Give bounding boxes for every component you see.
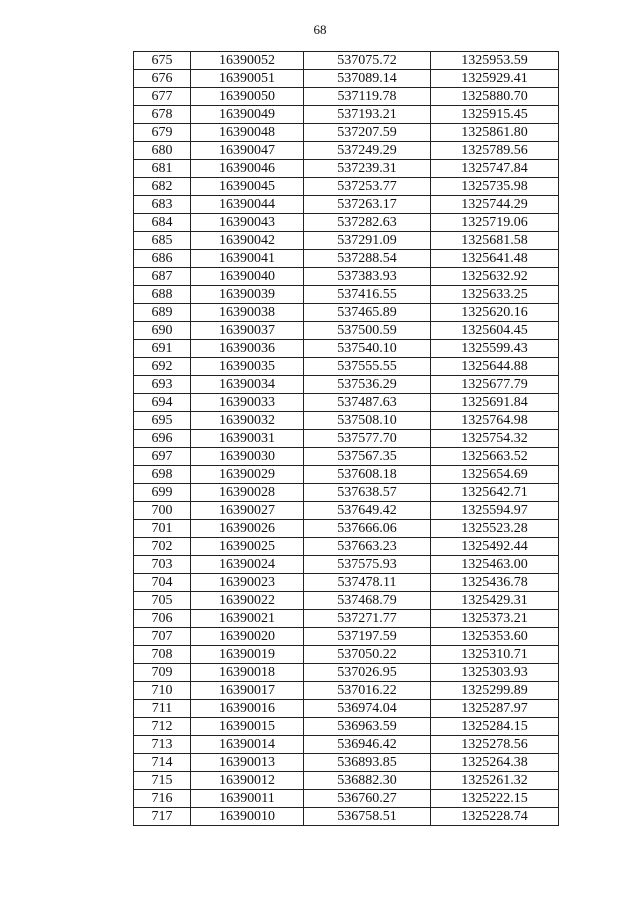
row-number-cell: 694 <box>134 394 191 412</box>
row-number-cell: 701 <box>134 520 191 538</box>
table-row <box>134 142 559 160</box>
x-coordinate-cell: 537089.14 <box>304 70 431 88</box>
row-number-cell: 698 <box>134 466 191 484</box>
point-id-cell: 16390019 <box>191 646 304 664</box>
table-row <box>134 106 559 124</box>
point-id-cell: 16390033 <box>191 394 304 412</box>
point-id-cell: 16390042 <box>191 232 304 250</box>
point-id-cell: 16390052 <box>191 52 304 70</box>
y-coordinate-cell: 1325789.56 <box>431 142 559 160</box>
y-coordinate-cell: 1325353.60 <box>431 628 559 646</box>
x-coordinate-cell: 537271.77 <box>304 610 431 628</box>
x-coordinate-cell: 537197.59 <box>304 628 431 646</box>
y-coordinate-cell: 1325523.28 <box>431 520 559 538</box>
table-row <box>134 124 559 142</box>
y-coordinate-cell: 1325303.93 <box>431 664 559 682</box>
y-coordinate-cell: 1325654.69 <box>431 466 559 484</box>
x-coordinate-cell: 537050.22 <box>304 646 431 664</box>
y-coordinate-cell: 1325632.92 <box>431 268 559 286</box>
row-number-cell: 710 <box>134 682 191 700</box>
y-coordinate-cell: 1325222.15 <box>431 790 559 808</box>
y-coordinate-cell: 1325747.84 <box>431 160 559 178</box>
point-id-cell: 16390012 <box>191 772 304 790</box>
point-id-cell: 16390039 <box>191 286 304 304</box>
x-coordinate-cell: 537016.22 <box>304 682 431 700</box>
point-id-cell: 16390036 <box>191 340 304 358</box>
table-row <box>134 178 559 196</box>
row-number-cell: 686 <box>134 250 191 268</box>
row-number-cell: 697 <box>134 448 191 466</box>
y-coordinate-cell: 1325644.88 <box>431 358 559 376</box>
y-coordinate-cell: 1325880.70 <box>431 88 559 106</box>
row-number-cell: 689 <box>134 304 191 322</box>
row-number-cell: 681 <box>134 160 191 178</box>
table-row <box>134 214 559 232</box>
y-coordinate-cell: 1325677.79 <box>431 376 559 394</box>
table-row <box>134 772 559 790</box>
y-coordinate-cell: 1325278.56 <box>431 736 559 754</box>
table-row <box>134 196 559 214</box>
table-row <box>134 466 559 484</box>
row-number-cell: 708 <box>134 646 191 664</box>
table-row <box>134 268 559 286</box>
point-id-cell: 16390043 <box>191 214 304 232</box>
x-coordinate-cell: 536882.30 <box>304 772 431 790</box>
row-number-cell: 715 <box>134 772 191 790</box>
table-row <box>134 574 559 592</box>
point-id-cell: 16390048 <box>191 124 304 142</box>
y-coordinate-cell: 1325719.06 <box>431 214 559 232</box>
y-coordinate-cell: 1325287.97 <box>431 700 559 718</box>
point-id-cell: 16390028 <box>191 484 304 502</box>
y-coordinate-cell: 1325915.45 <box>431 106 559 124</box>
row-number-cell: 707 <box>134 628 191 646</box>
table-row <box>134 628 559 646</box>
y-coordinate-cell: 1325691.84 <box>431 394 559 412</box>
table-row <box>134 790 559 808</box>
point-id-cell: 16390032 <box>191 412 304 430</box>
point-id-cell: 16390015 <box>191 718 304 736</box>
x-coordinate-cell: 537249.29 <box>304 142 431 160</box>
row-number-cell: 677 <box>134 88 191 106</box>
x-coordinate-cell: 537508.10 <box>304 412 431 430</box>
y-coordinate-cell: 1325735.98 <box>431 178 559 196</box>
point-id-cell: 16390024 <box>191 556 304 574</box>
x-coordinate-cell: 537663.23 <box>304 538 431 556</box>
row-number-cell: 713 <box>134 736 191 754</box>
row-number-cell: 716 <box>134 790 191 808</box>
table-row <box>134 412 559 430</box>
x-coordinate-cell: 537465.89 <box>304 304 431 322</box>
row-number-cell: 691 <box>134 340 191 358</box>
table-row <box>134 394 559 412</box>
point-id-cell: 16390029 <box>191 466 304 484</box>
point-id-cell: 16390030 <box>191 448 304 466</box>
x-coordinate-cell: 537416.55 <box>304 286 431 304</box>
row-number-cell: 703 <box>134 556 191 574</box>
x-coordinate-cell: 536946.42 <box>304 736 431 754</box>
table-row <box>134 700 559 718</box>
row-number-cell: 702 <box>134 538 191 556</box>
point-id-cell: 16390018 <box>191 664 304 682</box>
table-row <box>134 754 559 772</box>
point-id-cell: 16390021 <box>191 610 304 628</box>
y-coordinate-cell: 1325436.78 <box>431 574 559 592</box>
x-coordinate-cell: 537567.35 <box>304 448 431 466</box>
table-row <box>134 556 559 574</box>
point-id-cell: 16390047 <box>191 142 304 160</box>
table-row <box>134 70 559 88</box>
y-coordinate-cell: 1325641.48 <box>431 250 559 268</box>
row-number-cell: 675 <box>134 52 191 70</box>
table-row <box>134 286 559 304</box>
y-coordinate-cell: 1325264.38 <box>431 754 559 772</box>
y-coordinate-cell: 1325284.15 <box>431 718 559 736</box>
row-number-cell: 699 <box>134 484 191 502</box>
table-row <box>134 718 559 736</box>
x-coordinate-cell: 537500.59 <box>304 322 431 340</box>
point-id-cell: 16390049 <box>191 106 304 124</box>
point-id-cell: 16390022 <box>191 592 304 610</box>
y-coordinate-cell: 1325463.00 <box>431 556 559 574</box>
table-row <box>134 340 559 358</box>
x-coordinate-cell: 537119.78 <box>304 88 431 106</box>
y-coordinate-cell: 1325228.74 <box>431 808 559 826</box>
row-number-cell: 678 <box>134 106 191 124</box>
point-id-cell: 16390017 <box>191 682 304 700</box>
y-coordinate-cell: 1325764.98 <box>431 412 559 430</box>
x-coordinate-cell: 537536.29 <box>304 376 431 394</box>
x-coordinate-cell: 537575.93 <box>304 556 431 574</box>
x-coordinate-cell: 536760.27 <box>304 790 431 808</box>
table-row <box>134 646 559 664</box>
point-id-cell: 16390020 <box>191 628 304 646</box>
table-row <box>134 736 559 754</box>
coordinates-table <box>133 51 559 826</box>
row-number-cell: 704 <box>134 574 191 592</box>
table-row <box>134 610 559 628</box>
x-coordinate-cell: 537383.93 <box>304 268 431 286</box>
x-coordinate-cell: 537487.63 <box>304 394 431 412</box>
x-coordinate-cell: 537263.17 <box>304 196 431 214</box>
point-id-cell: 16390023 <box>191 574 304 592</box>
point-id-cell: 16390011 <box>191 790 304 808</box>
row-number-cell: 706 <box>134 610 191 628</box>
x-coordinate-cell: 537608.18 <box>304 466 431 484</box>
point-id-cell: 16390040 <box>191 268 304 286</box>
y-coordinate-cell: 1325310.71 <box>431 646 559 664</box>
table-row <box>134 88 559 106</box>
x-coordinate-cell: 537239.31 <box>304 160 431 178</box>
point-id-cell: 16390037 <box>191 322 304 340</box>
y-coordinate-cell: 1325861.80 <box>431 124 559 142</box>
point-id-cell: 16390026 <box>191 520 304 538</box>
row-number-cell: 680 <box>134 142 191 160</box>
x-coordinate-cell: 537555.55 <box>304 358 431 376</box>
y-coordinate-cell: 1325604.45 <box>431 322 559 340</box>
table-row <box>134 808 559 826</box>
row-number-cell: 709 <box>134 664 191 682</box>
row-number-cell: 693 <box>134 376 191 394</box>
x-coordinate-cell: 537638.57 <box>304 484 431 502</box>
x-coordinate-cell: 537649.42 <box>304 502 431 520</box>
y-coordinate-cell: 1325642.71 <box>431 484 559 502</box>
x-coordinate-cell: 537075.72 <box>304 52 431 70</box>
row-number-cell: 714 <box>134 754 191 772</box>
y-coordinate-cell: 1325299.89 <box>431 682 559 700</box>
point-id-cell: 16390045 <box>191 178 304 196</box>
point-id-cell: 16390044 <box>191 196 304 214</box>
x-coordinate-cell: 537026.95 <box>304 664 431 682</box>
y-coordinate-cell: 1325261.32 <box>431 772 559 790</box>
row-number-cell: 683 <box>134 196 191 214</box>
point-id-cell: 16390041 <box>191 250 304 268</box>
page-number: 68 <box>313 22 327 37</box>
row-number-cell: 679 <box>134 124 191 142</box>
row-number-cell: 705 <box>134 592 191 610</box>
row-number-cell: 690 <box>134 322 191 340</box>
point-id-cell: 16390014 <box>191 736 304 754</box>
y-coordinate-cell: 1325754.32 <box>431 430 559 448</box>
row-number-cell: 676 <box>134 70 191 88</box>
point-id-cell: 16390050 <box>191 88 304 106</box>
x-coordinate-cell: 537478.11 <box>304 574 431 592</box>
y-coordinate-cell: 1325953.59 <box>431 52 559 70</box>
point-id-cell: 16390016 <box>191 700 304 718</box>
x-coordinate-cell: 537666.06 <box>304 520 431 538</box>
point-id-cell: 16390010 <box>191 808 304 826</box>
row-number-cell: 688 <box>134 286 191 304</box>
x-coordinate-cell: 537291.09 <box>304 232 431 250</box>
x-coordinate-cell: 537577.70 <box>304 430 431 448</box>
y-coordinate-cell: 1325744.29 <box>431 196 559 214</box>
table-row <box>134 304 559 322</box>
y-coordinate-cell: 1325373.21 <box>431 610 559 628</box>
table-row <box>134 358 559 376</box>
table-row <box>134 502 559 520</box>
table-row <box>134 52 559 70</box>
table-row <box>134 322 559 340</box>
x-coordinate-cell: 537282.63 <box>304 214 431 232</box>
row-number-cell: 685 <box>134 232 191 250</box>
y-coordinate-cell: 1325429.31 <box>431 592 559 610</box>
x-coordinate-cell: 537253.77 <box>304 178 431 196</box>
x-coordinate-cell: 537468.79 <box>304 592 431 610</box>
table-row <box>134 376 559 394</box>
row-number-cell: 684 <box>134 214 191 232</box>
point-id-cell: 16390013 <box>191 754 304 772</box>
table-row <box>134 538 559 556</box>
row-number-cell: 687 <box>134 268 191 286</box>
point-id-cell: 16390034 <box>191 376 304 394</box>
table-row <box>134 232 559 250</box>
y-coordinate-cell: 1325663.52 <box>431 448 559 466</box>
x-coordinate-cell: 537193.21 <box>304 106 431 124</box>
row-number-cell: 700 <box>134 502 191 520</box>
row-number-cell: 695 <box>134 412 191 430</box>
x-coordinate-cell: 536963.59 <box>304 718 431 736</box>
x-coordinate-cell: 537207.59 <box>304 124 431 142</box>
table-row <box>134 430 559 448</box>
row-number-cell: 692 <box>134 358 191 376</box>
y-coordinate-cell: 1325681.58 <box>431 232 559 250</box>
table-row <box>134 664 559 682</box>
y-coordinate-cell: 1325594.97 <box>431 502 559 520</box>
table-row <box>134 448 559 466</box>
row-number-cell: 717 <box>134 808 191 826</box>
point-id-cell: 16390038 <box>191 304 304 322</box>
y-coordinate-cell: 1325620.16 <box>431 304 559 322</box>
row-number-cell: 712 <box>134 718 191 736</box>
y-coordinate-cell: 1325492.44 <box>431 538 559 556</box>
point-id-cell: 16390035 <box>191 358 304 376</box>
x-coordinate-cell: 536974.04 <box>304 700 431 718</box>
table-row <box>134 520 559 538</box>
table-row <box>134 250 559 268</box>
point-id-cell: 16390025 <box>191 538 304 556</box>
point-id-cell: 16390051 <box>191 70 304 88</box>
row-number-cell: 696 <box>134 430 191 448</box>
x-coordinate-cell: 536758.51 <box>304 808 431 826</box>
coordinates-table-body <box>134 52 559 826</box>
row-number-cell: 711 <box>134 700 191 718</box>
x-coordinate-cell: 537540.10 <box>304 340 431 358</box>
table-row <box>134 484 559 502</box>
point-id-cell: 16390031 <box>191 430 304 448</box>
x-coordinate-cell: 536893.85 <box>304 754 431 772</box>
y-coordinate-cell: 1325599.43 <box>431 340 559 358</box>
table-row <box>134 160 559 178</box>
table-row <box>134 592 559 610</box>
point-id-cell: 16390046 <box>191 160 304 178</box>
row-number-cell: 682 <box>134 178 191 196</box>
y-coordinate-cell: 1325633.25 <box>431 286 559 304</box>
y-coordinate-cell: 1325929.41 <box>431 70 559 88</box>
point-id-cell: 16390027 <box>191 502 304 520</box>
x-coordinate-cell: 537288.54 <box>304 250 431 268</box>
table-row <box>134 682 559 700</box>
